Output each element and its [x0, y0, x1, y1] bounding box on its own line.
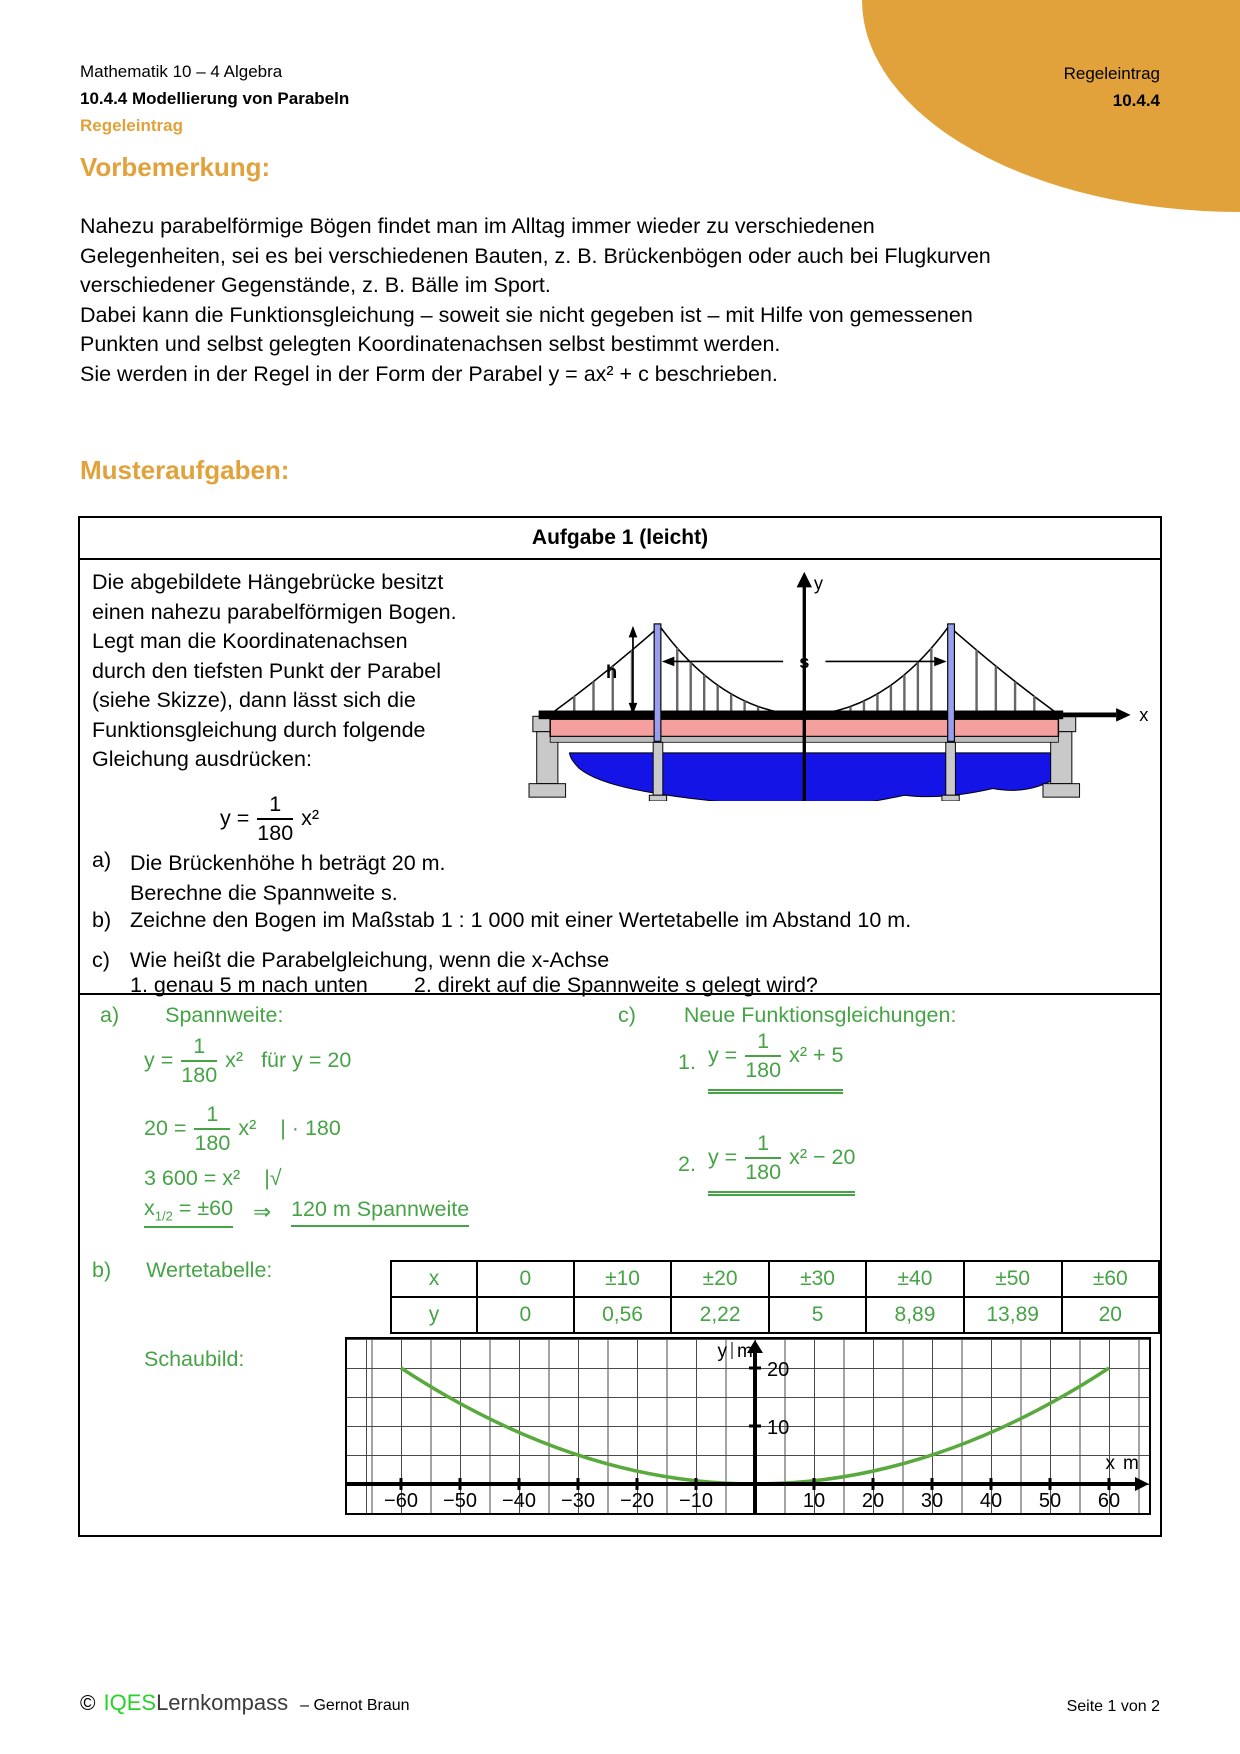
intro-line: einen nahezu parabelförmigen Bogen.: [92, 599, 457, 624]
cell: 0,56: [574, 1297, 672, 1333]
formula-rhs: x²: [301, 806, 320, 831]
eq2-operation: | · 180: [280, 1116, 341, 1141]
cell: x: [391, 1261, 477, 1297]
eq4-x: x: [144, 1196, 155, 1220]
fraction-denominator: 180: [181, 1062, 218, 1087]
question-a: [92, 848, 446, 908]
cable-right-inner: [804, 628, 947, 716]
footer-author: – Gernot Braun: [300, 1697, 410, 1714]
eq4-subscript: 1/2: [154, 1208, 173, 1224]
cell: ±40: [866, 1261, 964, 1297]
eq4-conclusion: 120 m Spannweite: [291, 1197, 469, 1227]
svg-text:60: 60: [1097, 1490, 1121, 1512]
y-axis-label: y: [813, 572, 824, 594]
parabola-graph: [345, 1337, 1151, 1515]
table-row-x: [391, 1261, 1159, 1297]
svg-text:−10: −10: [679, 1490, 713, 1512]
intro-line: (siehe Skizze), dann lässt sich die: [92, 688, 416, 712]
c1-lhs: y =: [707, 1043, 738, 1068]
implies-arrow: ⇒: [253, 1199, 272, 1224]
solution-eq2: [144, 1103, 341, 1154]
cell: 5: [769, 1297, 866, 1333]
question-c-text: [130, 948, 864, 998]
graph-ytick-10: 10: [767, 1417, 790, 1439]
c2-fraction: [745, 1132, 781, 1183]
question-c-line1: Wie heißt die Parabelgleichung, wenn die x-Achse: [130, 948, 610, 972]
solution-c-title: Neue Funktionsgleichungen:: [683, 1003, 957, 1027]
svg-text:−20: −20: [620, 1490, 654, 1512]
cable-right-outer: [951, 628, 1059, 715]
question-c: [92, 948, 864, 998]
task-intro-text: [92, 568, 532, 775]
cell: 20: [1062, 1297, 1159, 1333]
graph-x-unit-m: m: [1123, 1453, 1139, 1474]
svg-text:−40: −40: [502, 1490, 536, 1512]
intro-line: Gleichung ausdrücken:: [92, 747, 312, 771]
tower-left: [654, 624, 661, 741]
solution-b-label: b): [92, 1258, 112, 1282]
span-label: s: [799, 651, 810, 673]
c1-rhs: x² + 5: [789, 1043, 844, 1068]
solution-b-heading: [92, 1258, 272, 1283]
height-label: h: [606, 660, 618, 682]
formula-lhs: y =: [220, 806, 250, 831]
intro-line: durch den tiefsten Punkt der Parabel: [92, 658, 441, 683]
graph-x-arrowhead: [1135, 1477, 1149, 1491]
table-row-y: [391, 1297, 1159, 1333]
svg-text:10: 10: [802, 1490, 826, 1512]
x-axis-label: x: [1139, 704, 1149, 726]
cable-left-inner: [661, 628, 804, 716]
solution-b-title: Wertetabelle:: [146, 1258, 273, 1282]
footer-page-info: Seite 1 von 2: [1066, 1698, 1160, 1715]
solution-eq3: [144, 1166, 282, 1191]
c1-number: 1.: [678, 1049, 696, 1074]
formula-fraction: [257, 793, 293, 844]
svg-text:−60: −60: [384, 1490, 418, 1512]
brand-lernkompass: Lernkompass: [156, 1690, 289, 1715]
pier-right-foot: [1043, 784, 1080, 797]
graph-x-unit-x: x: [1105, 1453, 1115, 1474]
vorbemerkung-paragraph: [80, 212, 1165, 389]
eq2-fraction: [194, 1103, 230, 1154]
paragraph-line: Gelegenheiten, sei es bei verschiedenen Bauten, z. B. Brückenbögen oder auch bei Flugkurven: [80, 243, 991, 268]
tower-right: [948, 624, 955, 741]
y-axis-arrowhead: [797, 572, 812, 587]
fraction-denominator: 180: [745, 1057, 782, 1082]
footer-left: [80, 1690, 410, 1716]
solution-a-label: a): [100, 1003, 120, 1027]
c1-fraction: [745, 1030, 781, 1081]
eq1-x-squared: x²: [225, 1048, 244, 1073]
solution-a-title: Spannweite:: [165, 1003, 284, 1027]
fraction-numerator: 1: [181, 1035, 217, 1062]
document-header: [80, 58, 349, 139]
graph-y-unit-y: y: [717, 1341, 727, 1362]
header-topic: 10.4.4 Modellierung von Parabeln: [80, 89, 350, 108]
question-a-line2: Berechne die Spannweite s.: [130, 881, 398, 905]
corner-badge: [1064, 60, 1160, 114]
section-title-vorbemerkung: Vorbemerkung:: [80, 152, 271, 182]
tower-pillar-left: [653, 742, 663, 795]
fraction-numerator: 1: [745, 1132, 781, 1159]
eq1-lhs: y =: [144, 1048, 174, 1073]
task-box: [78, 516, 1162, 1537]
svg-text:50: 50: [1038, 1490, 1062, 1512]
water-shape: [569, 753, 1056, 801]
fraction-denominator: 180: [194, 1130, 231, 1155]
svg-text:20: 20: [861, 1490, 885, 1512]
height-arrowhead-top: [629, 626, 638, 638]
graph-x-tick-labels: [384, 1490, 1120, 1512]
pier-left-foot: [529, 784, 566, 797]
task-formula: [220, 793, 319, 844]
span-arrowhead-left: [662, 657, 675, 667]
question-a-text: [130, 848, 446, 908]
solution-c-label: c): [618, 1003, 636, 1027]
paragraph-line: verschiedener Gegenstände, z. B. Bälle im Sport.: [80, 273, 551, 297]
cell: ±30: [769, 1261, 866, 1297]
task-body: [80, 560, 1160, 1512]
question-b: [92, 908, 911, 933]
cell: 2,22: [671, 1297, 769, 1333]
eq1-fraction: [181, 1035, 217, 1086]
cell: ±20: [671, 1261, 769, 1297]
c1-expression: [708, 1030, 844, 1094]
c2-expression: [708, 1132, 855, 1196]
fraction-numerator: 1: [194, 1103, 230, 1130]
brand-iqes: IQES: [103, 1690, 157, 1715]
svg-text:40: 40: [979, 1490, 1003, 1512]
x-axis-arrowhead: [1116, 708, 1130, 721]
intro-line: Funktionsgleichung durch folgende: [92, 717, 426, 742]
graph-ytick-20: 20: [767, 1359, 790, 1381]
cell: 0: [477, 1261, 574, 1297]
paragraph-line: Sie werden in der Regel in der Form der Parabel y = ax² + c beschrieben.: [80, 361, 778, 386]
solution-eq4: [144, 1196, 469, 1228]
question-a-label: a): [92, 848, 112, 872]
cell: 0: [477, 1297, 574, 1333]
cable-left-outer: [550, 628, 658, 715]
solution-divider: [80, 993, 1160, 995]
span-arrowhead-right: [934, 657, 947, 667]
cell: 8,89: [866, 1297, 964, 1333]
solution-eq1: [144, 1035, 351, 1086]
eq4-result-x: [144, 1196, 233, 1228]
c2-lhs: y =: [707, 1145, 738, 1170]
fraction-numerator: 1: [745, 1030, 781, 1057]
eq2-x-squared: x²: [238, 1116, 257, 1141]
cell: 13,89: [964, 1297, 1062, 1333]
header-course: Mathematik 10 – 4 Algebra: [80, 62, 283, 81]
section-title-musteraufgaben: Musteraufgaben:: [80, 455, 290, 485]
tower-pillar-right: [946, 742, 956, 795]
eq1-condition: für y = 20: [261, 1048, 352, 1073]
task-title: Aufgabe 1 (leicht): [80, 518, 1160, 560]
tower-pillar-left-foot: [649, 795, 666, 801]
graph-overlay: [347, 1339, 1149, 1513]
svg-text:30: 30: [920, 1490, 944, 1512]
question-c-part2: 2. direkt auf die Spannweite s gelegt wird?: [413, 973, 818, 997]
c2-number: 2.: [678, 1151, 696, 1176]
svg-text:−50: −50: [443, 1490, 477, 1512]
cell: ±10: [574, 1261, 672, 1297]
fraction-denominator: 180: [257, 820, 294, 845]
intro-line: Legt man die Koordinatenachsen: [92, 629, 408, 653]
eq3-operation: |√: [264, 1166, 282, 1190]
eq3-equation: 3 600 = x²: [144, 1166, 241, 1190]
solution-c1: [678, 1030, 843, 1094]
solution-c-heading: [618, 1003, 956, 1028]
badge-label: Regeleintrag: [1063, 64, 1160, 83]
c2-rhs: x² − 20: [789, 1145, 856, 1170]
eq2-lhs: 20 =: [144, 1116, 187, 1141]
fraction-numerator: 1: [257, 793, 293, 820]
intro-line: Die abgebildete Hängebrücke besitzt: [92, 570, 444, 594]
value-table: [390, 1260, 1160, 1334]
svg-text:−30: −30: [561, 1490, 595, 1512]
bridge-sketch: [492, 570, 1157, 801]
schaubild-label: Schaubild:: [144, 1347, 245, 1371]
question-c-label: c): [92, 948, 110, 972]
header-doc-type: Regeleintrag: [80, 116, 183, 135]
question-c-part1: 1. genau 5 m nach unten: [130, 973, 368, 997]
badge-number: 10.4.4: [1112, 91, 1160, 110]
cell: ±60: [1062, 1261, 1159, 1297]
tower-pillar-right-foot: [942, 795, 959, 801]
graph-y-unit-m: m: [737, 1341, 753, 1362]
paragraph-line: Punkten und selbst gelegten Koordinatenachsen selbst bestimmt werden.: [80, 332, 781, 356]
eq4-value: = ±60: [178, 1196, 234, 1220]
cell: y: [391, 1297, 477, 1333]
question-a-line1: Die Brückenhöhe h beträgt 20 m.: [130, 851, 446, 875]
paragraph-line: Dabei kann die Funktionsgleichung – soweit sie nicht gegeben ist – mit Hilfe von gemessenen: [80, 302, 973, 327]
paragraph-line: Nahezu parabelförmige Bögen findet man im Alltag immer wieder zu verschiedenen: [80, 214, 875, 238]
deck-bar: [539, 711, 1064, 720]
fraction-denominator: 180: [745, 1159, 782, 1184]
solution-c2: [678, 1132, 855, 1196]
solution-a-heading: [100, 1003, 283, 1028]
question-b-text: Zeichne den Bogen im Maßstab 1 : 1 000 mit einer Wertetabelle im Abstand 10 m.: [130, 908, 912, 932]
cell: ±50: [964, 1261, 1062, 1297]
copyright-icon: ©: [80, 1692, 96, 1715]
corner-accent-shape: [862, 0, 1240, 212]
question-b-label: b): [92, 908, 112, 932]
